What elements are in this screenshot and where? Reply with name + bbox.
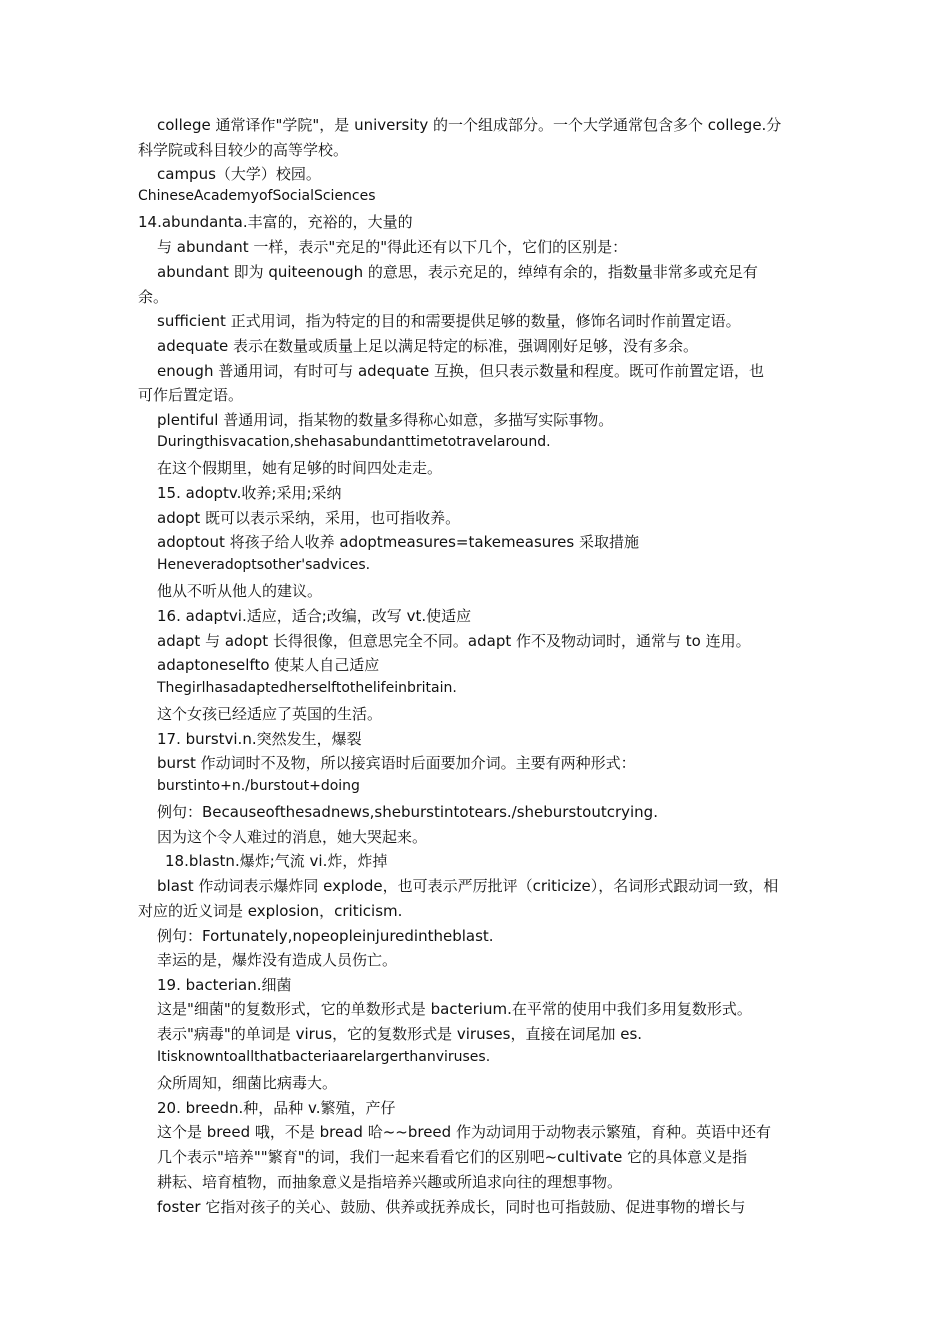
text-line: blast 作动词表示爆炸同 explode，也可表示严厉批评（criticize），名词形式跟动词一致，相: [157, 877, 779, 895]
example-sentence: 例句：Fortunately,nopeopleinjuredintheblast.: [157, 927, 494, 945]
section-heading: 17. burstvi.n.突然发生，爆裂: [157, 730, 362, 748]
text-line: 这个女孩已经适应了英国的生活。: [157, 705, 383, 723]
text-line: adopt 既可以表示采纳，采用，也可指收养。: [157, 509, 461, 527]
text-line: 因为这个令人难过的消息，她大哭起来。: [157, 828, 428, 846]
text-line: 幸运的是，爆炸没有造成人员伤亡。: [157, 951, 398, 969]
text-line: 与 abundant 一样，表示"充足的"得此还有以下几个，它们的区别是：: [157, 238, 628, 256]
section-heading: 19. bacterian.细菌: [157, 976, 292, 994]
text-line: burst 作动词时不及物，所以接宾语时后面要加介词。主要有两种形式：: [157, 754, 636, 772]
text-line: adequate 表示在数量或质量上足以满足特定的标准，强调刚好足够，没有多余。: [157, 337, 699, 355]
text-line: 在这个假期里，她有足够的时间四处走走。: [157, 459, 443, 477]
text-line: 科学院或科目较少的高等学校。: [138, 141, 349, 159]
text-line: adaptoneselfto 使某人自己适应: [157, 656, 380, 674]
text-line: 几个表示"培养""繁育"的词，我们一起来看看它们的区别吧~cultivate 它的具体意义是指: [157, 1148, 748, 1166]
text-line: 耕耘、培育植物，而抽象意义是指培养兴趣或所追求向往的理想事物。: [157, 1173, 623, 1191]
text-line: campus（大学）校园。: [157, 165, 321, 183]
section-heading: 15. adoptv.收养;采用;采纳: [157, 484, 342, 502]
text-line: 他从不听从他人的建议。: [157, 582, 323, 600]
section-heading: 16. adaptvi.适应，适合;改编，改写 vt.使适应: [157, 607, 472, 625]
example-sentence: 例句：Becauseofthesadnews,sheburstintotears./sheburstoutcrying.: [157, 803, 658, 821]
text-line: foster 它指对孩子的关心、鼓励、供养或抚养成长，同时也可指鼓励、促进事物的增长与: [157, 1198, 746, 1216]
text-line: 余。: [138, 288, 169, 306]
text-line: 这是"细菌"的复数形式，它的单数形式是 bacterium.在平常的使用中我们多用复数形式。: [157, 1000, 752, 1018]
example-sentence: Duringthisvacation,shehasabundanttimetotravelaround.: [157, 434, 551, 450]
example-sentence: Thegirlhasadaptedherselftothelifeinbritain.: [157, 680, 457, 696]
text-line: enough 普通用词，有时可与 adequate 互换，但只表示数量和程度。既可作前置定语，也: [157, 362, 765, 380]
text-line: college 通常译作"学院"，是 university 的一个组成部分。一个大学通常包含多个 college.分: [157, 116, 782, 134]
text-line: adoptout 将孩子给人收养 adoptmeasures=takemeasures 采取措施: [157, 533, 639, 551]
text-line: adapt 与 adopt 长得很像，但意思完全不同。adapt 作不及物动词时，通常与 to 连用。: [157, 632, 751, 650]
section-heading: 14.abundanta.丰富的，充裕的，大量的: [138, 213, 413, 231]
text-line: ChineseAcademyofSocialSciences: [138, 188, 376, 204]
example-sentence: Heneveradoptsother'sadvices.: [157, 557, 371, 573]
text-line: 可作后置定语。: [138, 386, 244, 404]
text-line: 表示"病毒"的单词是 virus，它的复数形式是 viruses，直接在词尾加 es.: [157, 1025, 643, 1043]
text-line: 这个是 breed 哦，不是 bread 哈~~breed 作为动词用于动物表示繁殖，育种。英语中还有: [157, 1123, 771, 1141]
section-heading: 18.blastn.爆炸;气流 vi.炸，炸掉: [165, 852, 388, 870]
text-line: sufficient 正式用词，指为特定的目的和需要提供足够的数量，修饰名词时作前置定语。: [157, 312, 741, 330]
text-line: abundant 即为 quiteenough 的意思，表示充足的，绰绰有余的，指数量非常多或充足有: [157, 263, 758, 281]
text-line: plentiful 普通用词，指某物的数量多得称心如意，多描写实际事物。: [157, 411, 614, 429]
text-line: burstinto+n./burstout+doing: [157, 778, 360, 794]
text-line: 众所周知，细菌比病毒大。: [157, 1074, 338, 1092]
text-line: 对应的近义词是 explosion，criticism.: [138, 902, 403, 920]
example-sentence: Itisknowntoallthatbacteriaarelargerthanviruses.: [157, 1049, 491, 1065]
section-heading: 20. breedn.种，品种 v.繁殖，产仔: [157, 1099, 396, 1117]
